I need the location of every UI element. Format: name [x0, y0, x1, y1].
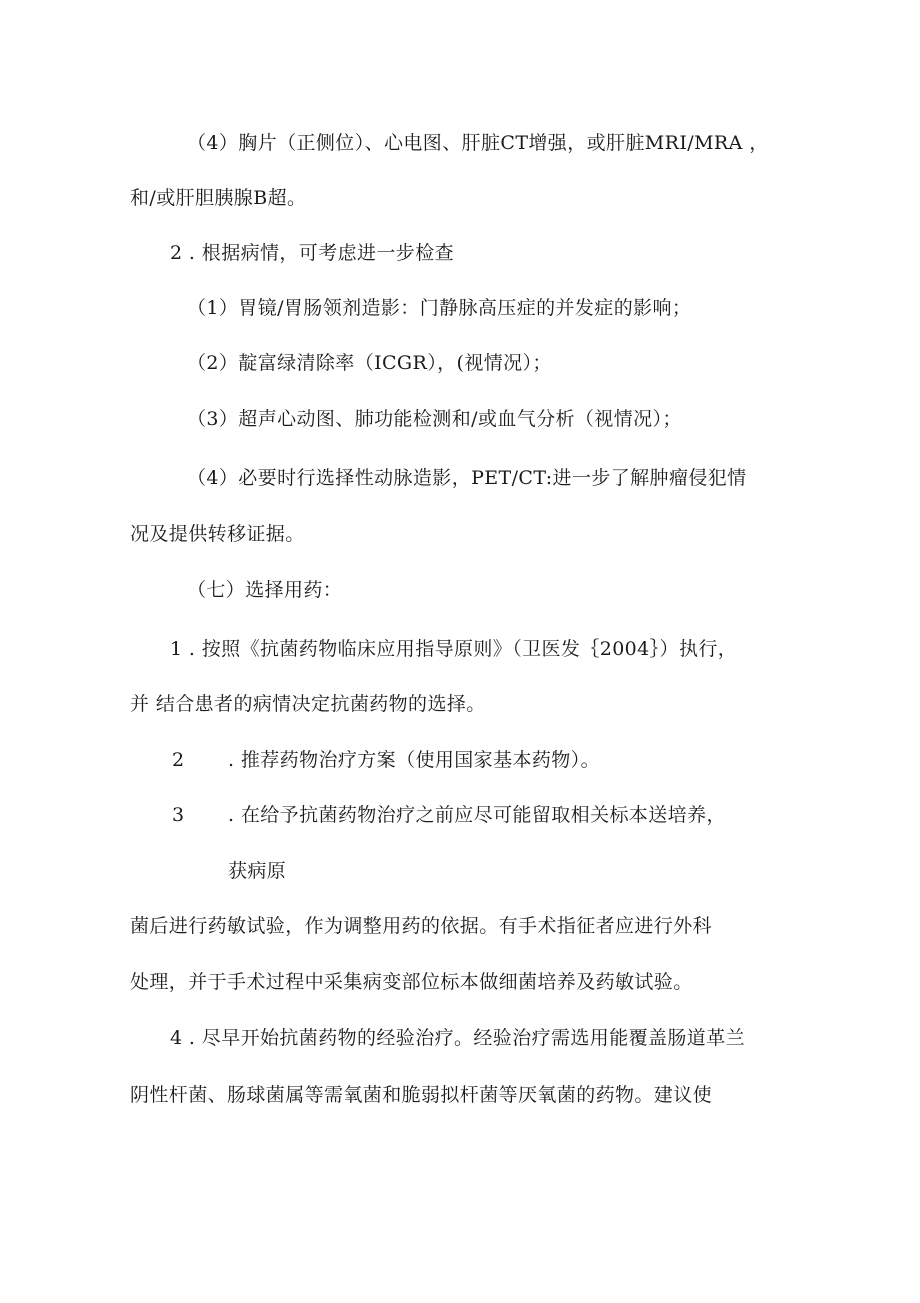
text-line: （1）胃镜/胃肠领剂造影：门静脉高压症的并发症的影响； [187, 297, 692, 319]
text-line: 况及提供转移证据。 [130, 523, 305, 545]
text-line: 并 结合患者的病情决定抗菌药物的选择。 [130, 693, 486, 715]
text-line: 2 . 根据病情，可考虑进一步检查 [170, 242, 455, 264]
text-line: 4 . 尽早开始抗菌药物的经验治疗。经验治疗需选用能覆盖肠道革兰 [170, 1027, 746, 1049]
text-line: . 推荐药物治疗方案（使用国家基本药物）。 [228, 749, 600, 771]
text-line: （4）胸片（正侧位）、心电图、肝脏CT增强，或肝脏MRI/MRA ， [187, 132, 769, 154]
text-line: （4）必要时行选择性动脉造影，PET/CT:进一步了解肿瘤侵犯情 [187, 467, 747, 489]
text-line: （3）超声心动图、肺功能检测和/或血气分析（视情况）； [187, 408, 682, 430]
text-line: （2）靛富绿清除率（ICGR），(视情况）； [187, 352, 552, 374]
text-line: 菌后进行药敏试验，作为调整用药的依据。有手术指征者应进行外科 [130, 915, 713, 937]
text-line: 处理，并于手术过程中采集病变部位标本做细菌培养及药敏试验。 [130, 971, 693, 993]
text-line: 1 . 按照《抗菌药物临床应用指导原则》（卫医发｛2004｝）执行， [170, 638, 738, 660]
text-line: 和/或肝胆胰腺B超。 [130, 187, 307, 209]
text-line: 获病原 [228, 860, 287, 882]
list-number: 3 [172, 804, 185, 826]
list-number: 2 [172, 749, 185, 771]
text-line: 阴性杆菌、肠球菌属等需氧菌和脆弱拟杆菌等厌氧菌的药物。建议使 [130, 1084, 713, 1106]
section-heading: （七）选择用药： [187, 579, 343, 601]
text-line: . 在给予抗菌药物治疗之前应尽可能留取相关标本送培养， [228, 804, 726, 826]
